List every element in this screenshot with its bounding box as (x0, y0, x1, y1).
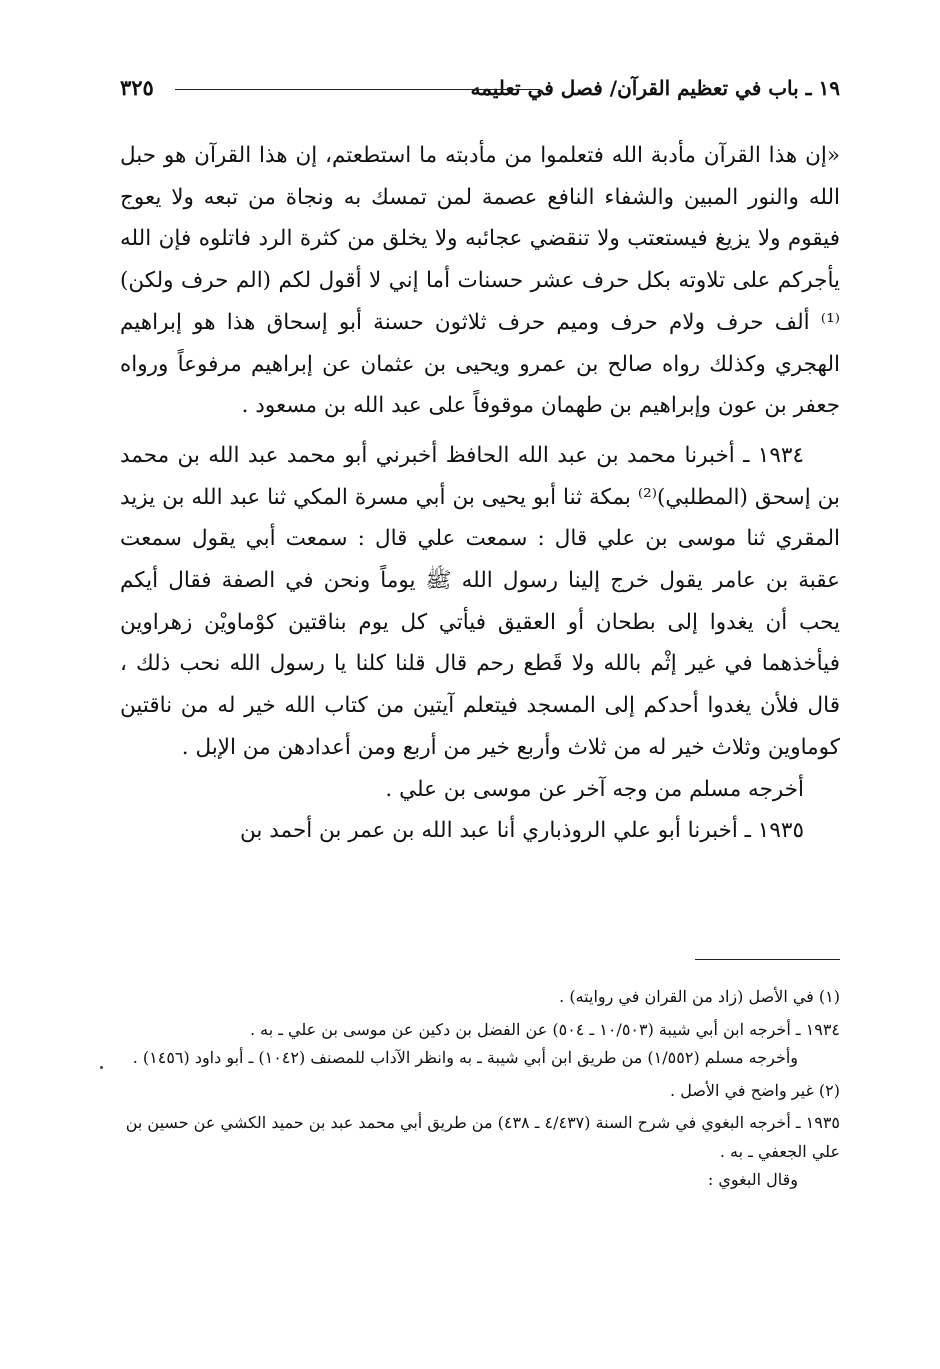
footnote-1: (١) في الأصل (زاد من القران في روايته) . (559, 987, 840, 1006)
footnotes (120, 983, 840, 1195)
paragraph-hadith-1934: ١٩٣٤ ـ أخبرنا محمد بن عبد الله الحافظ أخبرني أبو محمد عبد الله بن محمد بن إسحق (المطلبي)⁽²⁾ بمكة ثنا أبو يحيى بن أبي مسرة المكي ثنا عبد الله بن يزيد المقري ثنا موسى بن علي قال : سمعت علي قال : سمعت أبي يقول سمعت عقبة بن عامر يقول خرج إلينا رسول الله ﷺ يوماً ونحن في الصفة فقال أيكم يحب أن يغدوا إلى بطحان أو العقيق فيأتي كل يوم بناقتين كوْماويْن زهراوين فيأخذهما في غير إثْم بالله ولا قَطع رحم قال قلنا كلنا يا رسول الله نحب ذلك ، قال فلأن يغدوا أحدكم إلى المسجد فيتعلم آيتين من كتاب الله خير له من ناقتين كوماوين وثلاث خير له من ثلاث وأربع خير من أربع ومن أعدادهن من الإبل . (120, 442, 840, 760)
footnote-divider (695, 959, 840, 960)
paragraph-hadith-1935: ١٩٣٥ ـ أخبرنا أبو علي الروذباري أنا عبد الله بن عمر بن أحمد بن (240, 818, 804, 844)
scan-speck (100, 1066, 103, 1069)
paragraph-hadith-quote: «إن هذا القرآن مأدبة الله فتعلموا من مأدبته ما استطعتم، إن هذا القرآن هو حبل الله والنور المبين والشفاء النافع عصمة لمن تمسك به ونجاة من تبعه ولا يعوج فيقوم ولا يزيغ فيستعتب ولا تنقضي عجائبه ولا يخلق من كثرة الرد فاتلوه فإن الله يأجركم على تلاوته بكل حرف عشر حسنات أما إني لا أقول لكم (الم حرف ولكن)⁽¹⁾ ألف حرف ولام حرف وميم حرف ثلاثون حسنة أبو إسحاق هذا هو إبراهيم الهجري وكذلك رواه صالح بن عمرو ويحيى بن عثمان عن إبراهيم مرفوعاً ورواه جعفر بن عون وإبراهيم بن طهمان موقوفاً على عبد الله بن مسعود . (120, 143, 840, 419)
running-header (120, 71, 840, 105)
footnote-2: (٢) غير واضح في الأصل . (670, 1080, 840, 1100)
footnote-takhrij-1935-continued: وقال البغوي : (707, 1170, 798, 1189)
book-page (120, 55, 840, 1345)
main-text (120, 135, 840, 852)
footnote-takhrij-1935: ١٩٣٥ ـ أخرجه البغوي في شرح السنة (٤/٤٣٧ ـ ٤٣٨) من طريق أبي محمد عبد بن حميد الكشي عن حسين بن علي الجعفي ـ به . (125, 1113, 840, 1161)
paragraph-takhrij-muslim: أخرجه مسلم من وجه آخر عن موسى بن علي . (385, 776, 804, 802)
footnote-takhrij-1934-continued: وأخرجه مسلم (١/٥٥٢) من طريق ابن أبي شيبة ـ به وانظر الآداب للمصنف (١٠٤٢) ـ أبو داود (١٤٥٦) . (132, 1048, 798, 1067)
header-rule (175, 89, 540, 90)
page-number: ٣٢٥ (120, 75, 154, 100)
footnote-takhrij-1934: ١٩٣٤ ـ أخرجه ابن أبي شيبة (١٠/٥٠٣ ـ ٥٠٤) عن الفضل بن دكين عن موسى بن علي ـ به . (249, 1019, 840, 1039)
header-title: ١٩ ـ باب في تعظيم القرآن/ فصل في تعليمه (470, 76, 840, 100)
